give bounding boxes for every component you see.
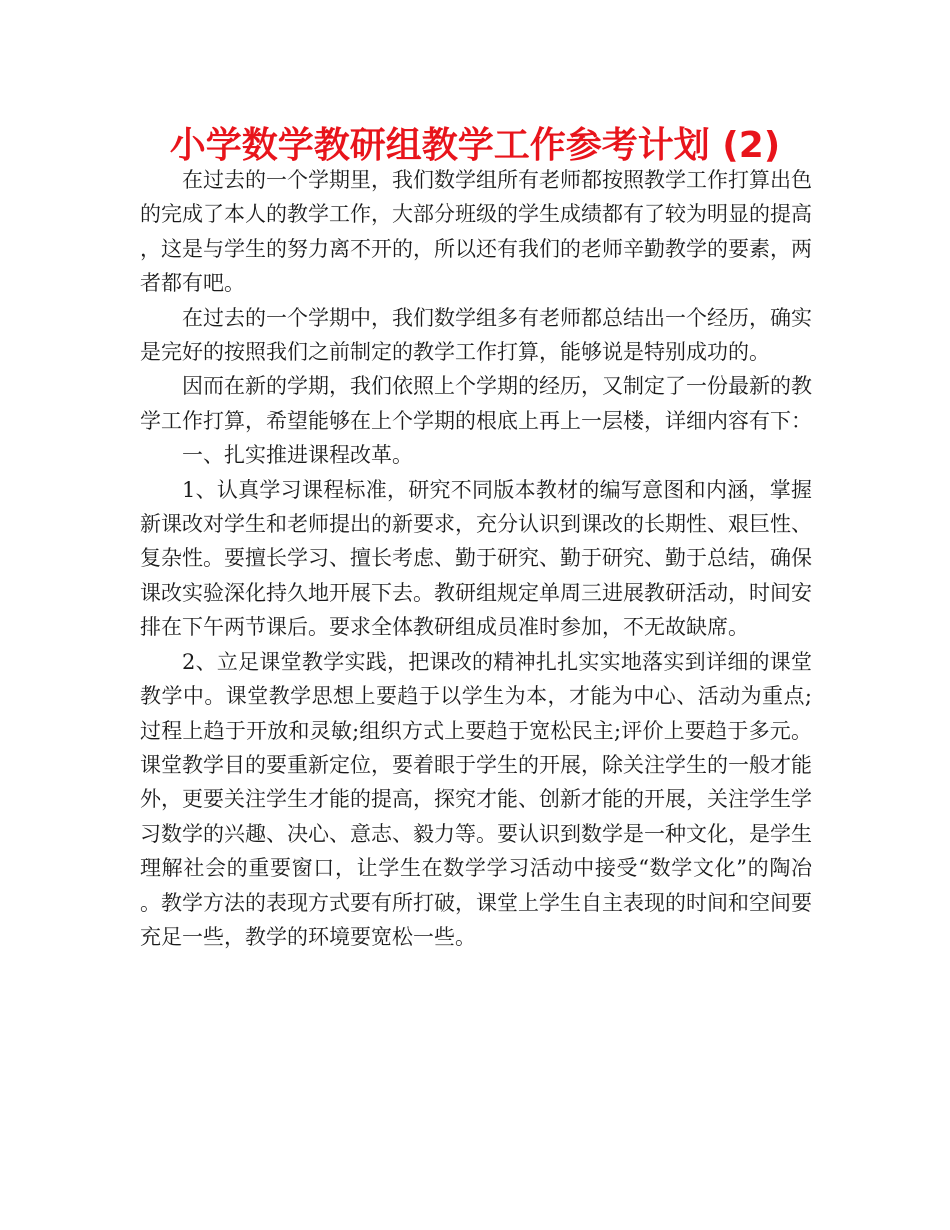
paragraph-experience: 在过去的一个学期中，我们数学组多有老师都总结出一个经历，确实是完好的按照我们之前制定的教学工作打算，能够说是特别成功的。: [140, 305, 812, 365]
paragraph-item-1: 1、认真学习课程标准，研究不同版本教材的编写意图和内涵，掌握新课改对学生和老师提出的新要求，充分认识到课改的长期性、艰巨性、复杂性。要擅长学习、擅长考虑、勤于研究、勤于研究、勤于总结，确保课改实验深化持久地开展下去。教研组规定单周三进展教研活动，时间安排在下午两节课后。要求全体教研组成员准时参加，不无故缺席。: [140, 477, 812, 640]
paragraph-item-2: 2、立足课堂教学实践，把课改的精神扎扎实实地落实到详细的课堂教学中。课堂教学思想上要趋于以学生为本，才能为中心、活动为重点;过程上趋于开放和灵敏;组织方式上要趋于宽松民主;评价上要趋于多元。课堂教学目的要重新定位，要着眼于学生的开展，除关注学生的一般才能外，更要关注学生才能的提高，探究才能、创新才能的开展，关注学生学习数学的兴趣、决心、意志、毅力等。要认识到数学是一种文化，是学生理解社会的重要窗口，让学生在数学学习活动中接受“数学文化”的陶冶。教学方法的表现方式要有所打破，课堂上学生自主表现的时间和空间要充足一些，教学的环境要宽松一些。: [140, 649, 812, 949]
paragraph-intro: 在过去的一个学期里，我们数学组所有老师都按照教学工作打算出色的完成了本人的教学工作，大部分班级的学生成绩都有了较为明显的提高，这是与学生的努力离不开的，所以还有我们的老师辛勤教学的要素，两者都有吧。: [140, 168, 812, 296]
section-heading-1: 一、扎实推进课程改革。: [182, 443, 413, 468]
document-title: 小学数学教研组教学工作参考计划 (2): [169, 125, 781, 166]
document-body: [140, 163, 812, 954]
paragraph-new-plan: 因而在新的学期，我们依照上个学期的经历，又制定了一份最新的教学工作打算，希望能够在上个学期的根底上再上一层楼，详细内容有下：: [140, 374, 812, 433]
